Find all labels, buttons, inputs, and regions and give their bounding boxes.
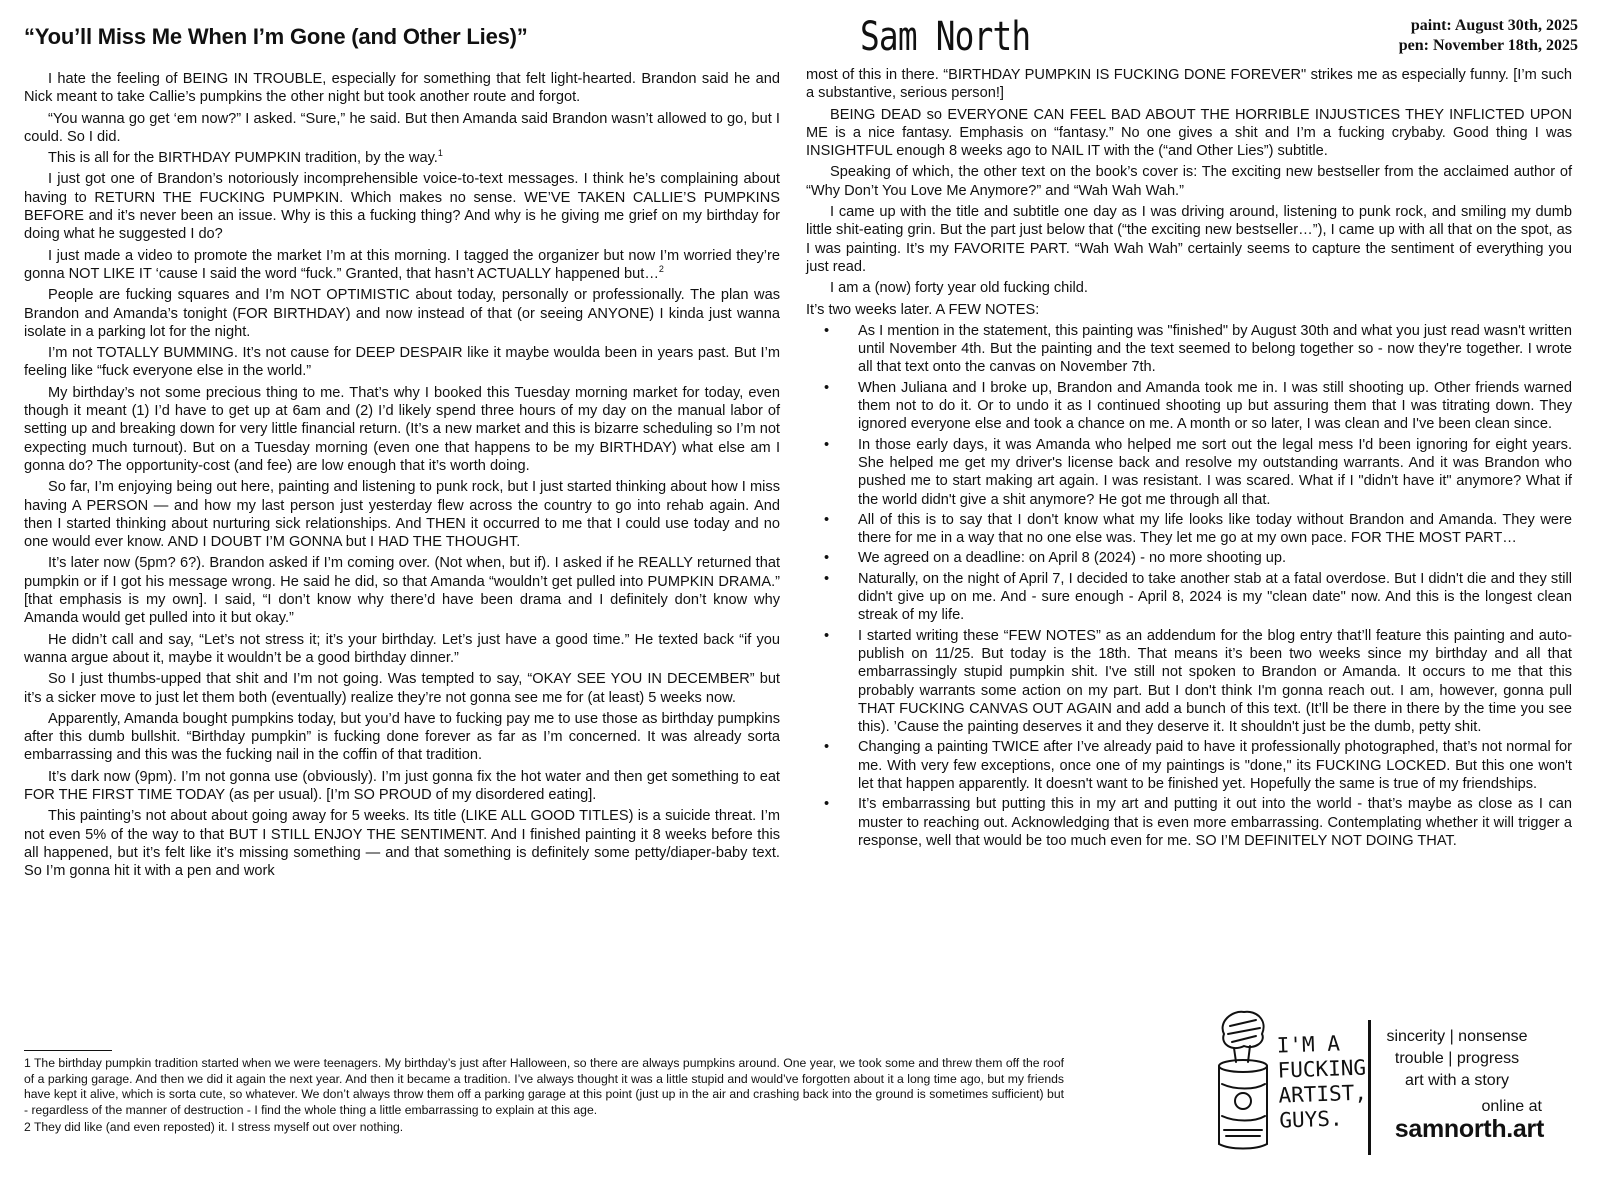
list-item: • It’s embarrassing but putting this in my art and putting it out into the world - that’s maybe as close as I can muster to reaching out. Acknowledging that is even more embarrassing. Contemplating whether it will trigger a response, well that would be too much even for me. SO I’M DEFINITELY NOT DOING THAT. <box>806 795 1572 850</box>
online-label: online at <box>1481 1098 1542 1115</box>
list-item: • When Juliana and I broke up, Brandon and Amanda took me in. I was still shooting up. Other friends warned them not to do it. Or to undo it as I continued shooting up but assuring them that I was titrating down. They ignored everyone else and took a chance on me. A month or so later, I was clean and I've been clean since. <box>806 379 1572 434</box>
paragraph: I just made a video to promote the market I’m at this morning. I tagged the organizer but now I’m worried they’re gonna NOT LIKE IT ‘cause I said the word “fuck.” Granted, that hasn’t ACTUALLY happened but…$^2$ <box>24 247 780 282</box>
paragraph: So I just thumbs-upped that shit and I’m not going. Was tempted to say, “OKAY SEE YOU IN DECEMBER” but it’s a sicker move to just let them both (eventually) realize they’re not gonna see me for (at least) 5 weeks now. <box>24 671 780 706</box>
paragraph: most of this in there. “BIRTHDAY PUMPKIN IS FUCKING DONE FOREVER" strikes me as especially funny. [I’m such a substantive, serious person!] <box>806 67 1572 102</box>
paint-can-icon <box>1210 1004 1276 1154</box>
left-column <box>24 70 780 883</box>
right-column <box>806 66 1572 852</box>
paragraph: I came up with the title and subtitle one day as I was driving around, listening to punk rock, and smiling my dumb little shit-eating grin. But the part just below that (“the exciting new bestseller…”), I came up with all that on the spot, as I was painting. It’s my FAVORITE PART. “Wah Wah Wah” certainly seems to capture the sentiment of everything you just read. <box>806 204 1572 275</box>
list-item: • Naturally, on the night of April 7, I decided to take another stab at a fatal overdose. But I didn't die and they still didn't give up on me. And - sure enough - April 8, 2024 is my "clean date" now. And this is the longest clean streak of my life. <box>806 570 1572 625</box>
footnote: 2 They did like (and even reposted) it. I stress myself out over nothing. <box>24 1120 404 1134</box>
brand-divider <box>1368 1020 1371 1155</box>
paragraph: I am a (now) forty year old fucking child. <box>830 280 1088 297</box>
footnote-mark: 1 <box>437 148 443 159</box>
paragraph: This painting’s not about about going away for 5 weeks. Its title (LIKE ALL GOOD TITLES) is a suicide threat. I’m not even 5% of the way to that BUT I STILL ENJOY THE SENTIMENT. And I finished painting it 8 weeks before this all happened, but it’s felt like it’s missing something — and that something is definitely some petty/diaper-baby text. So I’m gonna hit it with a pen and work <box>24 808 780 880</box>
tagline-line: sincerity | nonsense <box>1386 1028 1528 1045</box>
paragraph: I hate the feeling of BEING IN TROUBLE, especially for something that felt light-hearted. Brandon said he and Nick meant to take Callie’s pumpkins the other night but took another route and forgot. <box>24 71 780 106</box>
list-item: • We agreed on a deadline: on April 8 (2024) - no more shooting up. <box>806 549 1572 567</box>
paragraph: It’s dark now (9pm). I’m not gonna use (obviously). I’m just gonna fix the hot water and then get something to eat FOR THE FIRST TIME TODAY (as per usual). [I’m SO PROUD of my disordered eating]. <box>24 768 780 803</box>
paragraph: Speaking of which, the other text on the book’s cover is: The exciting new bestseller from the acclaimed author of “Why Don’t You Love Me Anymore?” and “Wah Wah Wah.” <box>806 164 1572 199</box>
artist-slogan <box>1276 1030 1371 1133</box>
paragraph: BEING DEAD so EVERYONE CAN FEEL BAD ABOUT THE HORRIBLE INJUSTICES THEY INFLICTED UPON ME is a nice fantasy. Emphasis on “fantasy.” No one gives a shit and I’m a fucking crybaby. Good thing I was INSIGHTFUL enough 8 weeks ago to NAIL IT with the (“and Other Lies”) subtitle. <box>806 106 1572 160</box>
paragraph: People are fucking squares and I’m NOT OPTIMISTIC about today, personally or professionally. The plan was Brandon and Amanda’s tonight (FOR BIRTHDAY) and now instead of that (or seeing ANYONE) I kinda just wanna isolate in a parking lot for the night. <box>24 287 780 340</box>
tagline <box>1374 1026 1540 1092</box>
paragraph: My birthday’s not some precious thing to me. That’s why I booked this Tuesday morning market for today, even though it meant (1) I’d have to get up at 6am and (2) I’d likely spend three hours of my day on the manual labor of setting up and breaking down for very little financial return. (It’s a new market and this is bizarre scheduling so I’m not expecting much turnout). But on a Tuesday morning (even one that happens to be my BIRTHDAY) what else am I gonna do? The opportunity-cost (and fee) are low enough that it’s worth doing. <box>24 384 780 474</box>
slogan-line: GUYS. <box>1278 1106 1343 1133</box>
slogan-line: I'M A <box>1276 1031 1341 1058</box>
footnotes <box>24 1056 1064 1138</box>
paragraph: This is all for the BIRTHDAY PUMPKIN tradition, by the way.$^1$ <box>48 148 443 167</box>
footnote-divider <box>24 1050 112 1051</box>
paragraph: I just got one of Brandon’s notoriously incomprehensible voice-to-text messages. I think he’s complaining about having to RETURN THE FUCKING PUMPKIN. Which makes no sense. WE’VE TAKEN CALLIE’S PUMPKINS BEFORE and it’s never been an issue. Why is this a fucking thing? And why is he giving me grief on my birthday for doing what he suggested I do? <box>24 171 780 243</box>
website-link[interactable]: samnorth.art <box>1394 1115 1544 1143</box>
slogan-line: FUCKING <box>1277 1055 1367 1083</box>
notes-heading: It’s two weeks later. A FEW NOTES: <box>806 301 1040 318</box>
list-item: • I started writing these “FEW NOTES” as an addendum for the blog entry that’ll feature this painting and auto-publish on 11/25. But today is the 18th. That means it’s been two weeks since my birthday and all that embarrassingly stupid pumpkin shit. I've still not spoken to Brandon or Amanda. It occurs to me that this probably warrants some action on my part. But I don't think I'm gonna reach out. I am, however, gonna pull THAT FUCKING CANVAS OUT AGAIN and add a bunch of this text. (It’ll be there in there by the time you see this). ’Cause the painting deserves it and they deserve it. It shouldn't just be the dumb, petty shit. <box>806 627 1572 737</box>
notes-list <box>806 322 1572 850</box>
paragraph: “You wanna go get ‘em now?” I asked. “Sure,” he said. But then Amanda said Brandon wasn’t allowed to go, but I could. So I did. <box>24 110 780 145</box>
paragraph: So far, I’m enjoying being out here, painting and listening to punk rock, but I just started thinking about how I miss having A PERSON — and how my last person just yesterday flew across the country to go into rehab again. And then I started thinking about nurturing sick relationships. And THEN it occurred to me that I could use today and no one would ever know. AND I DOUBT I’M GONNA but I HAD THE THOUGHT. <box>24 479 780 551</box>
footnote-mark: 2 <box>658 264 664 275</box>
list-item: • In those early days, it was Amanda who helped me sort out the legal mess I'd been ignoring for eight years. She helped me get my driver's license back and resolve my outstanding warrants. And it was Brandon who pushed me to start making art again. I was resistant. I was scared. What if I "didn't have it" anymore? What if the world didn't give a shit anymore? He got me through all that. <box>806 436 1572 509</box>
slogan-line: ARTIST, <box>1278 1080 1368 1108</box>
dates-block <box>1399 16 1578 56</box>
page-title: “You’ll Miss Me When I’m Gone (and Other Lies)” <box>24 24 528 49</box>
paragraph: It’s later now (5pm? 6?). Brandon asked if I’m coming over. (Not when, but if). I asked if he REALLY returned that pumpkin or if I got his message wrong. He said he did, so that Amanda “wouldn’t get pulled into PUMPKIN DRAMA.” [that emphasis is my own]. I said, “I don’t know why there’d have been drama and I definitely don’t know why Amanda would get pulled into it but okay.” <box>24 555 780 627</box>
artist-signature: Sam North <box>860 14 1031 60</box>
paint-date: paint: August 30th, 2025 <box>1410 17 1578 34</box>
tagline-line: art with a story <box>1404 1072 1510 1089</box>
pen-date: pen: November 18th, 2025 <box>1398 37 1578 54</box>
list-item: • As I mention in the statement, this painting was "finished" by August 30th and what you just read wasn't written until November 4th. But the painting and the text seemed to belong together so - now they're together. I wrote all that text onto the canvas on November 7th. <box>806 322 1572 377</box>
list-item: • All of this is to say that I don't know what my life looks like today without Brandon and Amanda. They were there for me in a way that no one else was. They let me go at my own pace. FOR THE MOST PART… <box>806 511 1572 548</box>
paragraph: Apparently, Amanda bought pumpkins today, but you’d have to fucking pay me to use those as birthday pumpkins after this dumb bullshit. “Birthday pumpkin” is fucking done forever as far as I’m concerned. It was already sorta embarrassing and this was the fucking nail in the coffin of that tradition. <box>24 710 780 764</box>
footnote: 1 The birthday pumpkin tradition started when we were teenagers. My birthday’s just after Halloween, so there are always pumpkins around. One year, we took some and threw them off the roof of a parking garage. And then we did it again the next year. And then it became a tradition. I’ve always thought it was a little stupid and would’ve forgotten about it a long time ago, but my friends have kept it alive, which is sorta cute, so whatever. We don’t always throw them off a parking garage at this point (just up in the air and crashing back into the ground is sometimes sufficient) but - regardless of the manner of destruction - I find the whole thing a little embarrassing to explain at this age. <box>24 1056 1064 1117</box>
paragraph: I’m not TOTALLY BUMMING. It’s not cause for DEEP DESPAIR like it maybe woulda been in years past. But I’m feeling like “fuck everyone else in the world.” <box>24 345 780 380</box>
paragraph: He didn’t call and say, “Let’s not stress it; it’s your birthday. Let’s just have a good time.” He texted back “if you wanna argue about it, maybe it wouldn’t be a good birthday dinner.” <box>24 631 780 666</box>
tagline-line: trouble | progress <box>1394 1050 1520 1067</box>
list-item: • Changing a painting TWICE after I’ve already paid to have it professionally photographed, that’s not normal for me. With very few exceptions, once one of my paintings is "done," its FUCKING LOCKED. But this one won't let that happen apparently. It doesn't want to be finished yet. Hopefully the same is true of my friendships. <box>806 738 1572 793</box>
